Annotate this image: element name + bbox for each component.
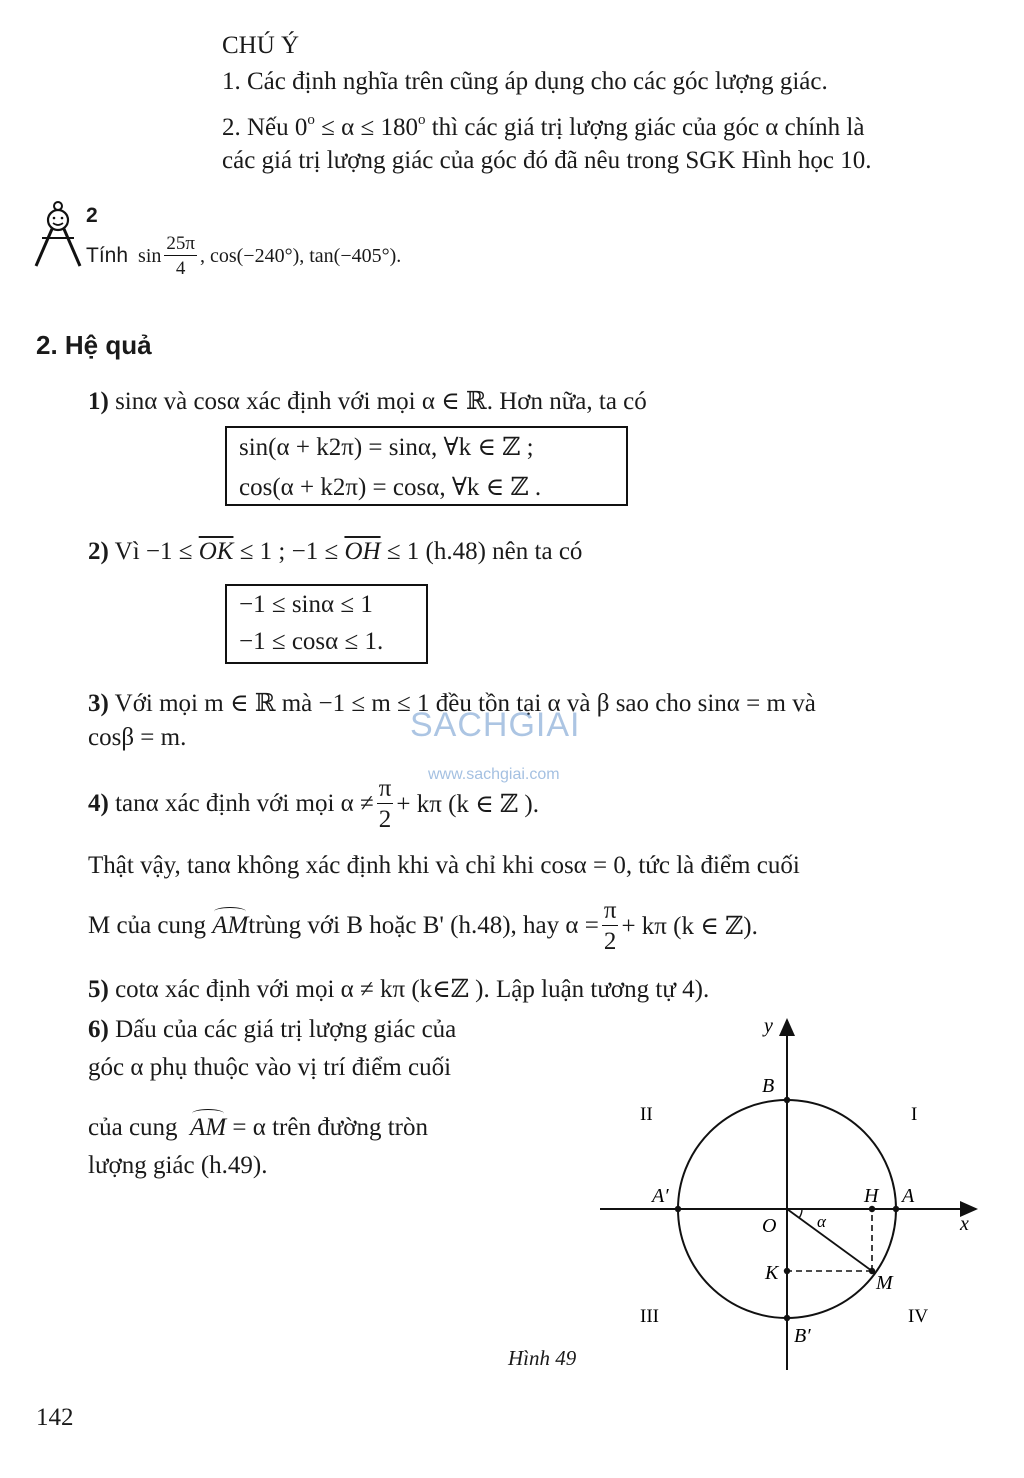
label-quadrant-3: III <box>640 1306 659 1327</box>
label-bprime: B′ <box>794 1325 811 1347</box>
page-number: 142 <box>36 1404 74 1431</box>
item-6-line-3: của cung AM = α trên đường tròn <box>88 1114 429 1141</box>
formula-sin-periodic: sin(α + k2π) = sinα, ∀k ∈ ℤ ; <box>239 434 534 461</box>
section-title: 2. Hệ quả <box>36 330 152 360</box>
item-4-explanation-2: M của cung AM trùng với B hoặc B' (h.48), hay α = $\frac{\pi}{2}$ + kπ (k ∈ ℤ). <box>88 897 758 955</box>
note-line-2: 2. Nếu $0^o \le \alpha \le 180^o$ thì các giá trị lượng giác của góc α chính là <box>222 112 865 141</box>
formula-cos-periodic: cos(α + k2π) = cosα, ∀k ∈ ℤ . <box>239 474 542 501</box>
item-5-text: 5) cotα xác định với mọi α ≠ kπ (k∈ℤ ). Lập luận tương tự 4). <box>88 976 710 1003</box>
label-alpha: α <box>817 1212 826 1231</box>
point-k <box>784 1268 790 1274</box>
activity-question: Tính sin $\frac{25\pi}{4}$ , cos(−240°), tan(−405°). <box>86 233 402 279</box>
point-aprime <box>675 1206 681 1212</box>
angle-arc <box>799 1209 802 1218</box>
item-4-text: 4) tanα xác định với mọi α ≠ $\frac{\pi}{2}$ + kπ (k ∈ ℤ ). <box>88 775 539 833</box>
label-quadrant-4: IV <box>908 1306 929 1327</box>
item-4-explanation-1: Thật vậy, tanα không xác định khi và chỉ khi cosα = 0, tức là điểm cuối <box>88 852 800 879</box>
point-m <box>869 1268 875 1274</box>
item-3-line-2: cosβ = m. <box>88 724 187 751</box>
label-o: O <box>762 1215 777 1237</box>
label-a: A <box>902 1185 915 1207</box>
label-quadrant-1: I <box>911 1104 918 1125</box>
item-3-line-1: 3) Với mọi m ∈ ℝ mà −1 ≤ m ≤ 1 đều tồn tại α và β sao cho sinα = m và <box>88 690 816 717</box>
compass-icon <box>30 196 88 272</box>
formula-box-bounds <box>225 584 428 664</box>
radius-om <box>787 1209 872 1271</box>
note-line-3: các giá trị lượng giác của góc đó đã nêu trong SGK Hình học 10. <box>222 147 872 174</box>
item-1-text: 1) sinα và cosα xác định với mọi α ∈ ℝ. Hơn nữa, ta có <box>88 388 647 415</box>
note-heading: CHÚ Ý <box>222 32 300 59</box>
point-bprime <box>784 1315 790 1321</box>
unit-circle-figure <box>598 1012 988 1374</box>
item-6-line-1: 6) Dấu của các giá trị lượng giác của <box>88 1016 457 1043</box>
label-aprime: A′ <box>652 1185 669 1207</box>
figure-caption: Hình 49 <box>508 1346 577 1370</box>
point-b <box>784 1097 790 1103</box>
label-m: M <box>876 1272 893 1294</box>
watermark-url: www.sachgiai.com <box>428 766 560 783</box>
label-x: x <box>960 1213 969 1235</box>
item-2-text: 2) Vì $-1 \le \overline{OK} \le 1$ ; $-1 \le \overline{OH} \le 1$ (h.48) nên ta có <box>88 538 583 565</box>
label-k: K <box>765 1262 779 1284</box>
label-quadrant-2: II <box>640 1104 653 1125</box>
label-h: H <box>864 1185 879 1207</box>
note-line-1: 1. Các định nghĩa trên cũng áp dụng cho các góc lượng giác. <box>222 68 828 95</box>
item-6-line-2: góc α phụ thuộc vào vị trí điểm cuối <box>88 1054 452 1081</box>
formula-sin-bound: −1 ≤ sinα ≤ 1 <box>239 591 373 618</box>
label-y: y <box>764 1015 773 1037</box>
activity-number: 2 <box>86 204 98 227</box>
item-6-line-4: lượng giác (h.49). <box>88 1152 268 1179</box>
watermark-logo: SACHGIAI <box>410 706 581 744</box>
label-b: B <box>762 1075 775 1097</box>
formula-box-periodicity <box>225 426 628 506</box>
formula-cos-bound: −1 ≤ cosα ≤ 1. <box>239 628 384 655</box>
point-a <box>893 1206 899 1212</box>
